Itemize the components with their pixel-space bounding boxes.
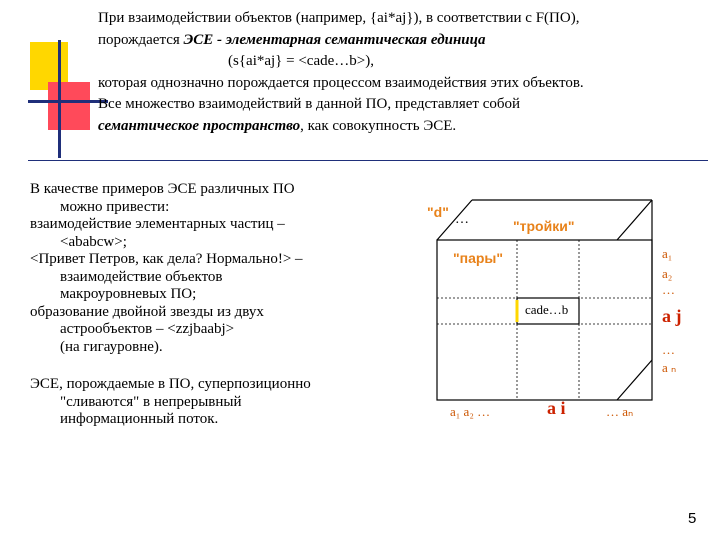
header-line-2-prefix: порождается <box>98 31 184 48</box>
label-pairs: "пары" <box>453 250 504 266</box>
axis-right-an: a ₙ <box>662 360 677 375</box>
examples-line-7: макроуровневых ПО; <box>60 286 197 302</box>
flow-line-1: ЭСЕ, порождаемые в ПО, суперпозиционно <box>30 376 311 392</box>
box-bottom-right-diagonal <box>617 360 652 400</box>
header-line-6-suffix: , как совокупность ЭСЕ. <box>300 117 457 134</box>
axis-right-dots-1: … <box>662 282 675 297</box>
esce-definition-term: ЭСЕ - элементарная семантическая единица <box>183 31 486 48</box>
examples-line-9: астрообъектов – <zzjbaabj> <box>60 321 235 337</box>
box-top-right-diagonal <box>617 200 652 240</box>
examples-line-3: взаимодействие элементарных частиц – <box>30 216 285 232</box>
axis-right-aj: a j <box>662 306 682 326</box>
axis-bottom-left: a₁ a₂ … <box>450 404 491 419</box>
axis-bottom-right: … aₙ <box>606 404 634 419</box>
header-line-1: При взаимодействии объектов (например, {ai*aj}), в соответствии с F(ПО), <box>98 10 580 26</box>
examples-line-6: взаимодействие объектов <box>60 268 223 285</box>
label-triples: "тройки" <box>513 218 575 234</box>
examples-line-8: образование двойной звезды из двух <box>30 303 264 320</box>
label-d: "d" <box>427 204 449 220</box>
axis-right-a1: a₁ <box>662 246 673 261</box>
axis-right-a2: a₂ <box>662 266 673 281</box>
examples-line-1: В качестве примеров ЭСЕ различных ПО <box>30 181 295 197</box>
esce-cell-label: cade…b <box>525 302 569 317</box>
header-line-5: Все множество взаимодействий в данной ПО, представляет собой <box>98 96 521 112</box>
axis-right-dots-2: … <box>662 342 675 357</box>
examples-line-4: <ababcw>; <box>60 233 127 250</box>
examples-line-5: <Привет Петров, как дела? Нормально!> – <box>30 251 303 267</box>
header-line-3: (s{ai*aj} = <cade…b>), <box>228 53 374 69</box>
header-line-4: которая однозначно порождается процессом взаимодействия этих объектов. <box>98 74 584 91</box>
page-number: 5 <box>688 510 697 527</box>
flow-line-2: "сливаются" в непрерывный <box>60 393 242 410</box>
examples-line-10: (на гигауровне). <box>60 338 163 355</box>
axis-bottom-ai: a i <box>547 398 566 418</box>
semantic-space-term: семантическое пространство <box>98 117 301 134</box>
flow-line-3: информационный поток. <box>60 411 219 427</box>
label-top-dots: … <box>455 212 469 227</box>
examples-line-2: можно привести: <box>60 198 170 215</box>
